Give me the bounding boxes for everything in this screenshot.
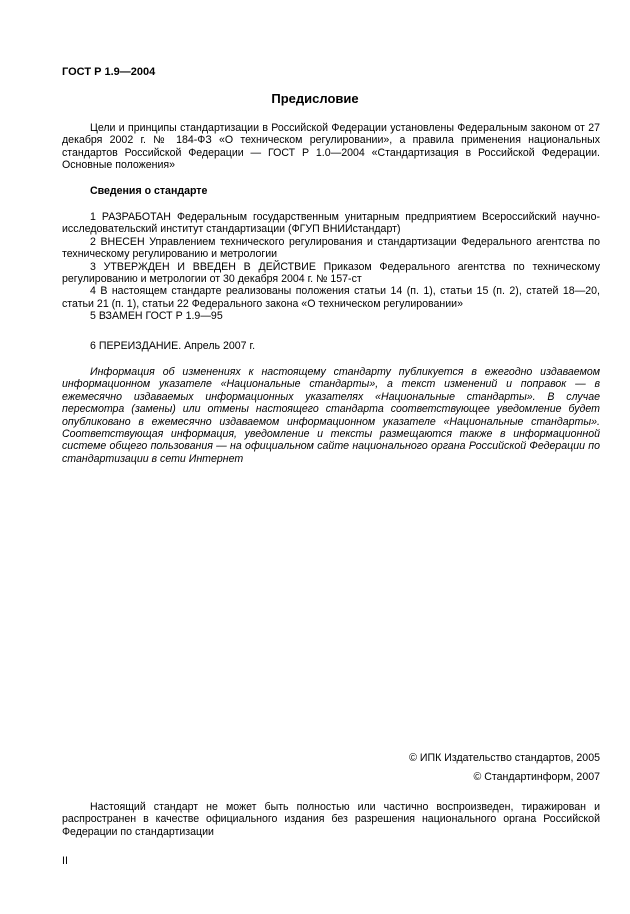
copyright-line: © Стандартинформ, 2007 [473,771,600,783]
list-item: 3 УТВЕРЖДЕН И ВВЕДЕН В ДЕЙСТВИЕ Приказом Федерального агентства по техническому регулированию и метрологии от 30 декабря 2004 г. № 157-ст [62,260,600,286]
notice-paragraph: Информация об изменениях к настоящему стандарту публикуется в ежегодно издаваемом информационном указателе «Национальные стандарты», а текст изменений и поправок — в ежемесячно издаваемых информационных указателях «Национальные стандарты». В случае пересмотра (замены) или отмены настоящего стандарта соответствующее уведомление будет опубликовано в ежемесячно издаваемом информационном указателе «Национальные стандарты». Соответствующая информация, уведомление и тексты размещаются также в информационной системе общего пользования — на официальном сайте национального органа Российской Федерации по стандартизации в сети Интернет [62,366,600,465]
list-item: 5 ВЗАМЕН ГОСТ Р 1.9—95 [90,310,223,323]
intro-paragraph: Цели и принципы стандартизации в Российской Федерации установлены Федеральным законом от 27 декабря 2002 г. № 184-ФЗ «О техническом регулировании», а правила применения национальных стандартов Российской Федерации — ГОСТ Р 1.0—2004 «Стандартизация в Российской Федерации. Основные положения» [62,122,600,172]
page-title: Предисловие [271,91,359,106]
document-header: ГОСТ Р 1.9—2004 [62,66,156,78]
legal-paragraph: Настоящий стандарт не может быть полностью или частично воспроизведен, тиражирован и распространен в качестве официального издания без разрешения национального органа Российской Федерации по стандартизации [62,801,600,838]
list-item: 2 ВНЕСЕН Управлением технического регулирования и стандартизации Федерального агентства по техническому регулированию и метрологии [62,235,600,261]
subheading: Сведения о стандарте [90,185,208,197]
list-item: 1 РАЗРАБОТАН Федеральным государственным унитарным предприятием Всероссийский научно-исследовательский институт стандартизации (ФГУП ВНИИстандарт) [62,211,600,236]
standard-info-list [62,211,600,323]
page-number: II [62,855,68,867]
copyright-line: © ИПК Издательство стандартов, 2005 [409,752,600,764]
reissue-item: 6 ПЕРЕИЗДАНИЕ. Апрель 2007 г. [90,340,256,352]
list-item: 4 В настоящем стандарте реализованы положения статьи 14 (п. 1), статьи 15 (п. 2), статей 18—20, статьи 21 (п. 1), статьи 22 Федерального закона «О техническом регулировании» [62,285,600,310]
